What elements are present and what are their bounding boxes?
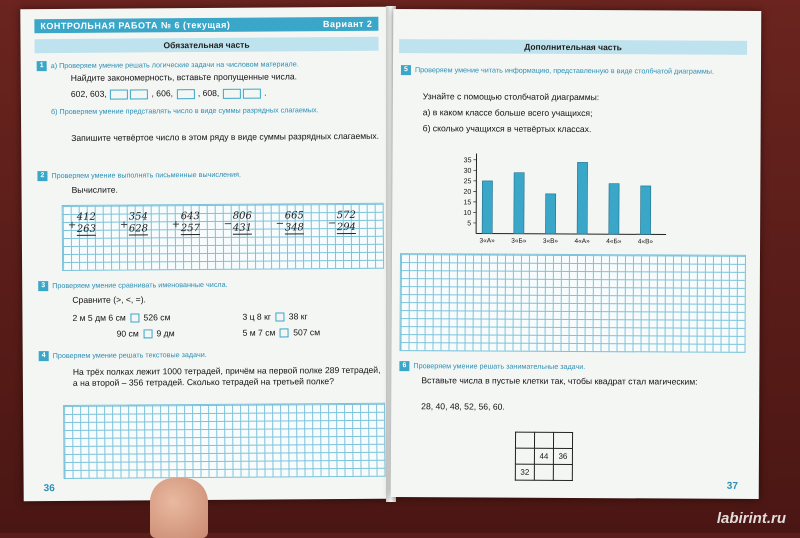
answer-grid[interactable]	[63, 403, 386, 479]
calc-operand-a: 806	[233, 212, 252, 222]
task5-skill: Проверяем умение читать информацию, представленную в виде столбчатой диаграммы.	[415, 65, 745, 76]
compare-box[interactable]	[143, 330, 152, 339]
compare-right: 507 см	[293, 327, 320, 337]
magic-square-cell[interactable]	[534, 464, 553, 480]
calc-operand-b: 263	[77, 225, 96, 236]
task6-text: Вставьте числа в пустые клетки так, чтобы квадрат стал магическим:	[421, 375, 741, 388]
calc-operand-a: 643	[181, 212, 200, 222]
sequence-end: .	[264, 88, 266, 98]
task1-skill-b: б) Проверяем умение представлять число в виде суммы разрядных слагаемых.	[51, 105, 381, 116]
task5-question-b: б) сколько учащихся в четвёртых классах.	[423, 123, 592, 135]
compare-right: 9 дм	[156, 328, 174, 338]
task5-text: Узнайте с помощью столбчатой диаграммы:	[423, 91, 599, 103]
calc-operator: +	[172, 220, 180, 230]
answer-grid[interactable]	[399, 253, 746, 353]
calc-operand-a: 412	[77, 213, 96, 223]
blank-box[interactable]	[130, 89, 148, 99]
y-tick-label: 30	[464, 168, 472, 175]
blank-box[interactable]	[110, 89, 128, 99]
calc-operand-a: 572	[337, 211, 356, 221]
task6-numbers: 28, 40, 48, 52, 56, 60.	[421, 401, 505, 412]
hand-photo	[150, 478, 208, 538]
y-tick-label: 15	[463, 199, 471, 206]
x-tick-label: 3«А»	[480, 237, 496, 244]
task-number-3: 3	[38, 281, 48, 291]
page-number: 37	[727, 481, 738, 492]
task4-text: На трёх полках лежит 1000 тетрадей, причём на первой полке 289 тетрадей, а на второй – 356 тетрадей. Сколько тетрадей на третьей полке?	[73, 365, 383, 389]
sequence-mid-1: , 606,	[151, 88, 173, 98]
magic-square-cell[interactable]	[534, 432, 553, 448]
test-title: КОНТРОЛЬНАЯ РАБОТА № 6 (текущая)	[40, 20, 230, 31]
chart-bar	[577, 162, 588, 234]
magic-square-cell[interactable]	[553, 464, 572, 480]
x-tick-label: 4«В»	[638, 238, 654, 245]
task1-text-b: Запишите четвёртое число в этом ряду в виде суммы разрядных слагаемых.	[71, 131, 381, 144]
task1-sequence	[71, 88, 267, 100]
blank-box[interactable]	[243, 88, 261, 98]
y-tick-label: 35	[464, 157, 472, 164]
x-tick-label: 3«В»	[543, 238, 559, 245]
compare-left: 2 м 5 дм 6 см	[72, 313, 125, 323]
magic-square-cell[interactable]	[515, 448, 534, 464]
magic-square-cell: 44	[534, 448, 553, 464]
calc-operand-b: 257	[181, 224, 200, 235]
compare-row-3	[242, 311, 307, 322]
y-tick-label: 10	[463, 210, 471, 217]
calc-operator: −	[276, 219, 284, 229]
task6-skill: Проверяем умение решать занимательные задачи.	[413, 361, 585, 371]
magic-square-cell[interactable]	[515, 432, 534, 448]
task4-skill: Проверяем умение решать текстовые задачи.	[53, 350, 207, 360]
right-page	[391, 9, 762, 499]
compare-left: 5 м 7 см	[243, 328, 276, 338]
sequence-start: 602, 603,	[71, 89, 107, 99]
page-header	[34, 17, 378, 33]
compare-box[interactable]	[275, 313, 284, 322]
task2-text: Вычислите.	[72, 185, 118, 196]
compare-box[interactable]	[280, 329, 289, 338]
magic-square	[515, 432, 573, 481]
section-title-mandatory: Обязательная часть	[34, 37, 378, 53]
compare-box[interactable]	[130, 314, 139, 323]
calc-operator: −	[328, 219, 336, 229]
magic-square-row	[515, 464, 572, 480]
calc-operand-b: 431	[233, 224, 252, 235]
y-tick-label: 25	[464, 178, 472, 185]
chart-bar	[640, 186, 650, 234]
calc-operator: +	[68, 221, 76, 231]
compare-row-1	[72, 312, 170, 324]
calc-operand-b: 348	[285, 223, 304, 234]
task3-text: Сравните (>, <, =).	[72, 294, 146, 306]
magic-square-row	[515, 448, 572, 464]
calc-operand-b: 294	[337, 223, 356, 234]
magic-square-row	[515, 432, 572, 448]
task-number-4: 4	[39, 351, 49, 361]
calc-operand-b: 628	[129, 224, 148, 235]
task-number-6: 6	[399, 361, 409, 371]
task5-question-a: а) в каком классе больше всего учащихся;	[423, 107, 593, 119]
section-title-additional: Дополнительная часть	[399, 39, 747, 55]
calc-operator: −	[224, 220, 232, 230]
blank-box[interactable]	[176, 89, 194, 99]
task-number-1: 1	[37, 61, 47, 71]
magic-square-cell: 32	[515, 464, 534, 480]
calc-operator: +	[120, 221, 128, 231]
variant-label: Вариант 2	[323, 17, 372, 31]
calc-operand-a: 354	[129, 212, 148, 222]
task3-skill: Проверяем умение сравнивать именованные числа.	[52, 280, 227, 290]
calc-operand-a: 665	[285, 211, 304, 221]
chart-bar	[609, 184, 619, 235]
compare-row-2	[117, 328, 175, 339]
blank-box[interactable]	[223, 88, 241, 98]
x-tick-label: 3«Б»	[511, 238, 527, 245]
bar-chart	[452, 147, 673, 248]
task1-text-a: Найдите закономерность, вставьте пропущенные числа.	[71, 71, 297, 84]
task-number-5: 5	[401, 65, 411, 75]
page-number: 36	[44, 483, 55, 494]
compare-left: 3 ц 8 кг	[242, 312, 271, 322]
watermark: labirint.ru	[717, 510, 786, 527]
x-axis	[476, 233, 666, 234]
y-tick-label: 20	[464, 189, 472, 196]
left-page	[20, 7, 391, 502]
compare-left: 90 см	[117, 328, 139, 338]
x-tick-label: 4«А»	[575, 238, 591, 245]
task1-skill-a: а) Проверяем умение решать логические задачи на числовом материале.	[51, 59, 381, 70]
task2-skill: Проверяем умение выполнять письменные вычисления.	[51, 170, 241, 180]
sequence-mid-2: , 608,	[198, 88, 220, 98]
magic-square-cell: 36	[553, 448, 572, 464]
magic-square-cell[interactable]	[553, 432, 572, 448]
chart-bar	[482, 181, 492, 234]
task-number-2: 2	[37, 171, 47, 181]
chart-bar	[545, 194, 555, 234]
x-tick-label: 4«Б»	[606, 238, 622, 245]
y-tick-label: 5	[467, 220, 471, 227]
compare-right: 526 см	[144, 312, 171, 322]
chart-bar	[514, 173, 524, 234]
compare-right: 38 кг	[289, 311, 308, 321]
compare-row-4	[243, 327, 321, 339]
